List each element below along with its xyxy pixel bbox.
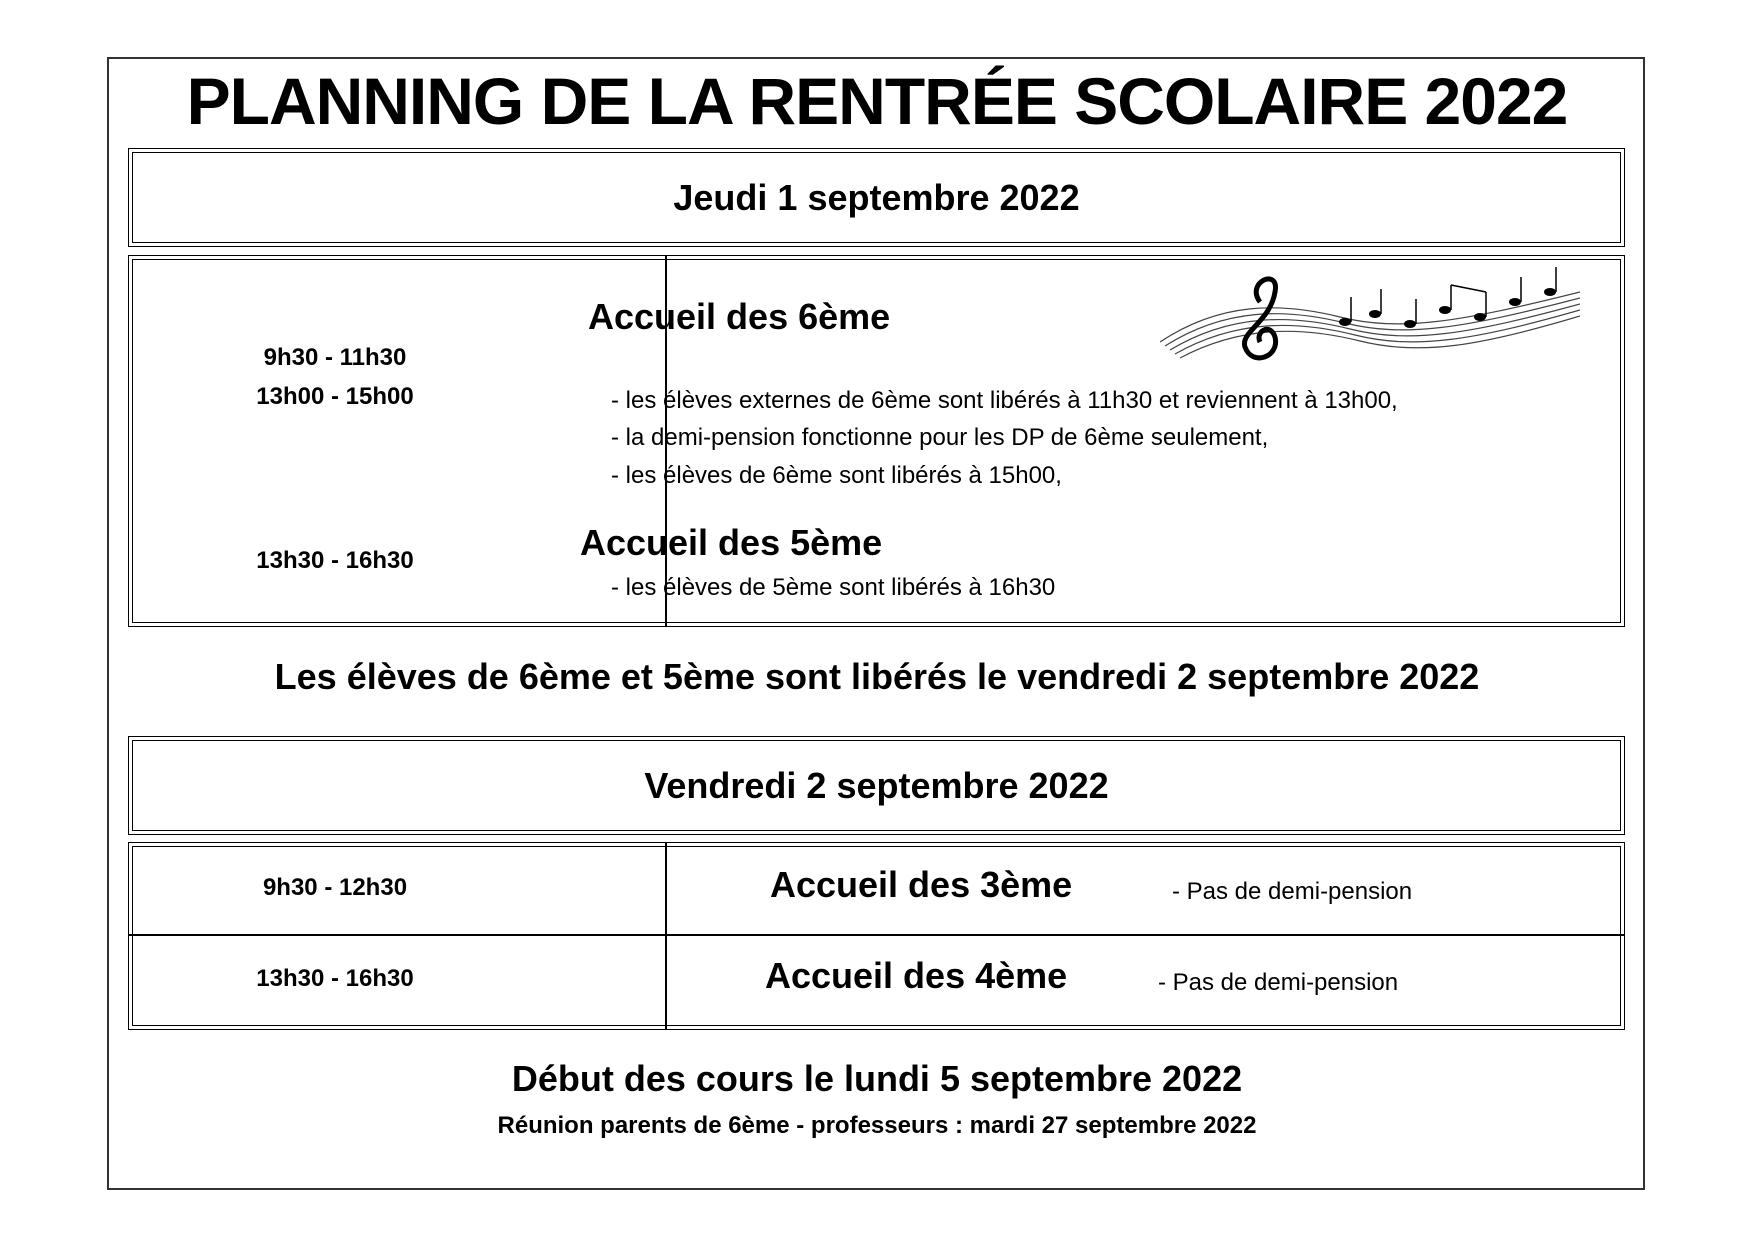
row-divider	[129, 934, 1624, 936]
parents-meeting: Réunion parents de 6ème - professeurs : mardi 27 septembre 2022	[497, 1112, 1257, 1139]
bullet-6eme-1: - les élèves externes de 6ème sont libérés à 11h30 et reviennent à 13h00,	[611, 387, 1398, 414]
day1-header	[128, 148, 1625, 247]
time-5eme: 13h30 - 16h30	[256, 547, 414, 574]
day1-date: Jeudi 1 septembre 2022	[673, 176, 1080, 218]
release-note: Les élèves de 6ème et 5ème sont libérés le vendredi 2 septembre 2022	[274, 656, 1480, 697]
column-divider	[665, 843, 667, 1029]
heading-6eme: Accueil des 6ème	[588, 296, 891, 337]
day2-header	[128, 736, 1625, 835]
bullet-6eme-2: - la demi-pension fonctionne pour les DP de 6ème seulement,	[611, 424, 1269, 451]
time-3eme: 9h30 - 12h30	[262, 874, 408, 901]
time-6eme-afternoon: 13h00 - 15h00	[256, 383, 414, 410]
time-6eme-morning: 9h30 - 11h30	[263, 344, 407, 371]
bullet-5eme: - les élèves de 5ème sont libérés à 16h30	[611, 574, 1056, 601]
heading-5eme: Accueil des 5ème	[580, 522, 883, 563]
classes-start: Début des cours le lundi 5 septembre 2022	[511, 1058, 1243, 1099]
heading-4eme: Accueil des 4ème	[765, 955, 1068, 996]
note-4eme: - Pas de demi-pension	[1158, 969, 1399, 996]
time-4eme: 13h30 - 16h30	[256, 965, 414, 992]
day2-date: Vendredi 2 septembre 2022	[644, 764, 1109, 806]
bullet-6eme-3: - les élèves de 6ème sont libérés à 15h00,	[611, 462, 1062, 489]
music-notes-icon	[1160, 262, 1580, 372]
note-3eme: - Pas de demi-pension	[1172, 878, 1413, 905]
heading-3eme: Accueil des 3ème	[770, 864, 1073, 905]
page-title: PLANNING DE LA RENTRÉE SCOLAIRE 2022	[186, 64, 1568, 138]
